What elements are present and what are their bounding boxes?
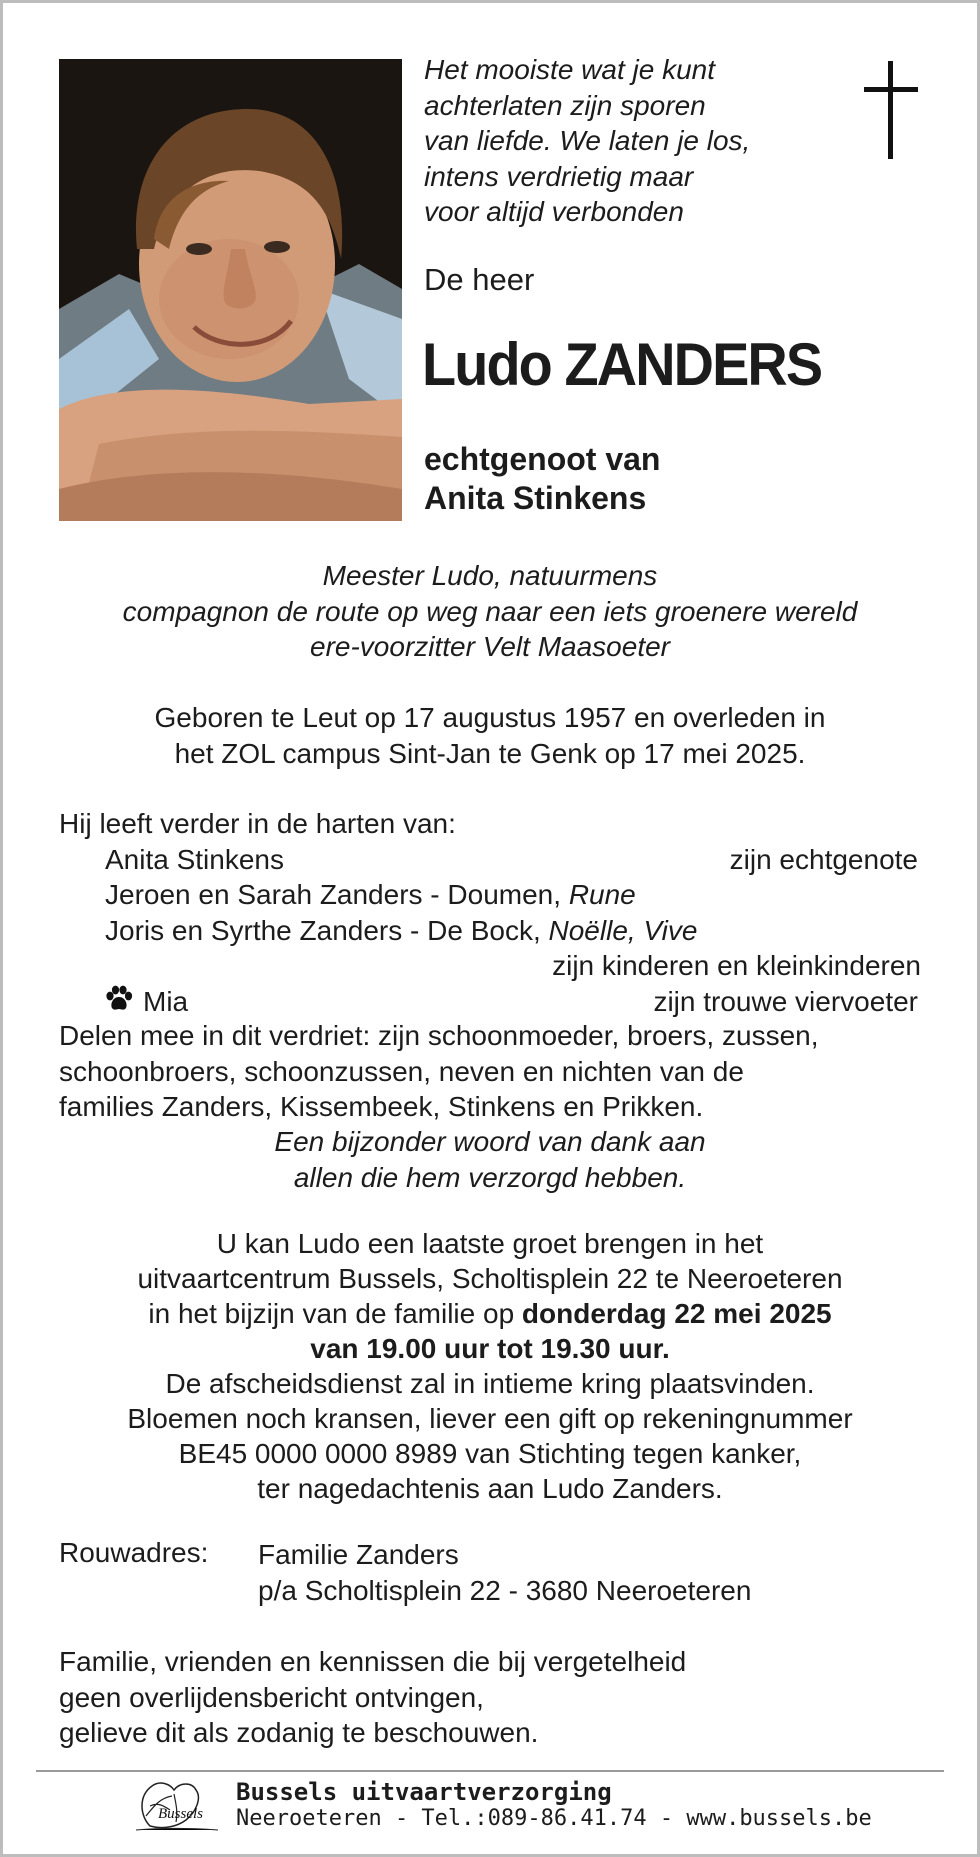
verse xyxy=(424,52,824,230)
paw-icon xyxy=(104,984,134,1014)
address-line: p/a Scholtisplein 22 - 3680 Neeroeteren xyxy=(258,1574,752,1606)
verse-line: intens verdrietig maar xyxy=(424,160,694,192)
verse-line: Het mooiste wat je kunt xyxy=(424,54,716,85)
family-member-row xyxy=(105,877,636,913)
notice xyxy=(59,1644,686,1751)
bussels-logo xyxy=(130,1776,222,1834)
thanks-line: Een bijzonder woord van dank aan xyxy=(274,1126,706,1157)
title-prefix: De heer xyxy=(424,262,535,297)
shared-line: Delen mee in dit verdriet: zijn schoonmoeder, broers, zussen, xyxy=(59,1020,819,1051)
tribute-line: ere-voorzitter Velt Maasoeter xyxy=(310,631,670,662)
notice-line: geen overlijdensbericht ontvingen, xyxy=(59,1681,484,1713)
visitation-date: donderdag 22 mei 2025 xyxy=(521,1298,832,1329)
pet-name: Mia xyxy=(143,986,189,1017)
visitation-line: De afscheidsdienst zal in intieme kring plaatsvinden. xyxy=(165,1368,815,1399)
cross-icon xyxy=(864,61,918,159)
visitation-info xyxy=(0,1226,980,1506)
deceased-name: Ludo ZANDERS xyxy=(422,331,822,398)
grandchildren-names: Noëlle, Vive xyxy=(548,915,698,946)
family-member-name: Jeroen en Sarah Zanders - Doumen, xyxy=(105,879,569,910)
family-member-relation: zijn echtgenote xyxy=(729,844,918,875)
tribute-line: compagnon de route op weg naar een iets groenere wereld xyxy=(122,595,858,627)
birth-death-info xyxy=(0,700,980,771)
family-member-relation: zijn kinderen en kleinkinderen xyxy=(552,950,921,981)
verse-line: van liefde. We laten je los, xyxy=(424,125,751,156)
tribute-line: Meester Ludo, natuurmens xyxy=(322,560,658,591)
footer-divider xyxy=(36,1770,944,1772)
company-name: Bussels uitvaartverzorging xyxy=(236,1778,612,1806)
visitation-line: U kan Ludo een laatste groet brengen in het xyxy=(216,1228,764,1259)
shared-line: schoonbroers, schoonzussen, neven en nichten van de xyxy=(59,1055,744,1087)
grandchildren-names: Rune xyxy=(568,879,636,910)
visitation-text: in het bijzijn van de familie op xyxy=(148,1298,522,1329)
logo-text: Bussels xyxy=(158,1806,203,1822)
thanks-line: allen die hem verzorgd hebben. xyxy=(293,1161,687,1193)
birth-death-line: Geboren te Leut op 17 augustus 1957 en overleden in xyxy=(154,702,826,733)
mourning-address xyxy=(258,1537,751,1608)
portrait-photo xyxy=(59,59,402,521)
birth-death-line: het ZOL campus Sint-Jan te Genk op 17 mei 2025. xyxy=(174,737,806,769)
visitation-line xyxy=(0,1296,980,1331)
shared-grief xyxy=(59,1018,819,1125)
visitation-line: BE45 0000 0000 8989 van Stichting tegen kanker, xyxy=(178,1438,802,1469)
verse-line: voor altijd verbonden xyxy=(424,196,684,227)
spouse-line: echtgenoot van xyxy=(424,441,661,477)
notice-line: Familie, vrienden en kennissen die bij vergetelheid xyxy=(59,1646,687,1677)
thanks xyxy=(0,1124,980,1195)
spouse-line: Anita Stinkens xyxy=(424,480,647,516)
visitation-line: Bloemen noch kransen, liever een gift op rekeningnummer xyxy=(127,1403,853,1434)
address-line: Familie Zanders xyxy=(258,1539,459,1570)
visitation-time-text: van 19.00 uur tot 19.30 uur. xyxy=(310,1333,670,1364)
verse-line: achterlaten zijn sporen xyxy=(424,89,706,121)
tribute xyxy=(0,558,980,665)
visitation-line: ter nagedachtenis aan Ludo Zanders. xyxy=(257,1473,723,1504)
visitation-line: uitvaartcentrum Bussels, Scholtisplein 22 te Neeroeteren xyxy=(137,1263,843,1294)
family-member-relation: zijn trouwe viervoeter xyxy=(653,986,918,1017)
company-contact: Neeroeteren - Tel.:089-86.41.74 - www.bussels.be xyxy=(236,1806,872,1831)
spouse-block xyxy=(424,440,660,518)
shared-line: families Zanders, Kissembeek, Stinkens en Prikken. xyxy=(59,1091,704,1122)
lives-on-heading: Hij leeft verder in de harten van: xyxy=(59,808,456,839)
notice-line: gelieve dit als zodanig te beschouwen. xyxy=(59,1717,539,1748)
family-member-name: Joris en Syrthe Zanders - De Bock, xyxy=(105,915,549,946)
family-member-name: Anita Stinkens xyxy=(105,844,284,875)
visitation-time xyxy=(0,1331,980,1366)
address-label: Rouwadres: xyxy=(59,1537,209,1568)
family-member-row xyxy=(105,913,697,949)
